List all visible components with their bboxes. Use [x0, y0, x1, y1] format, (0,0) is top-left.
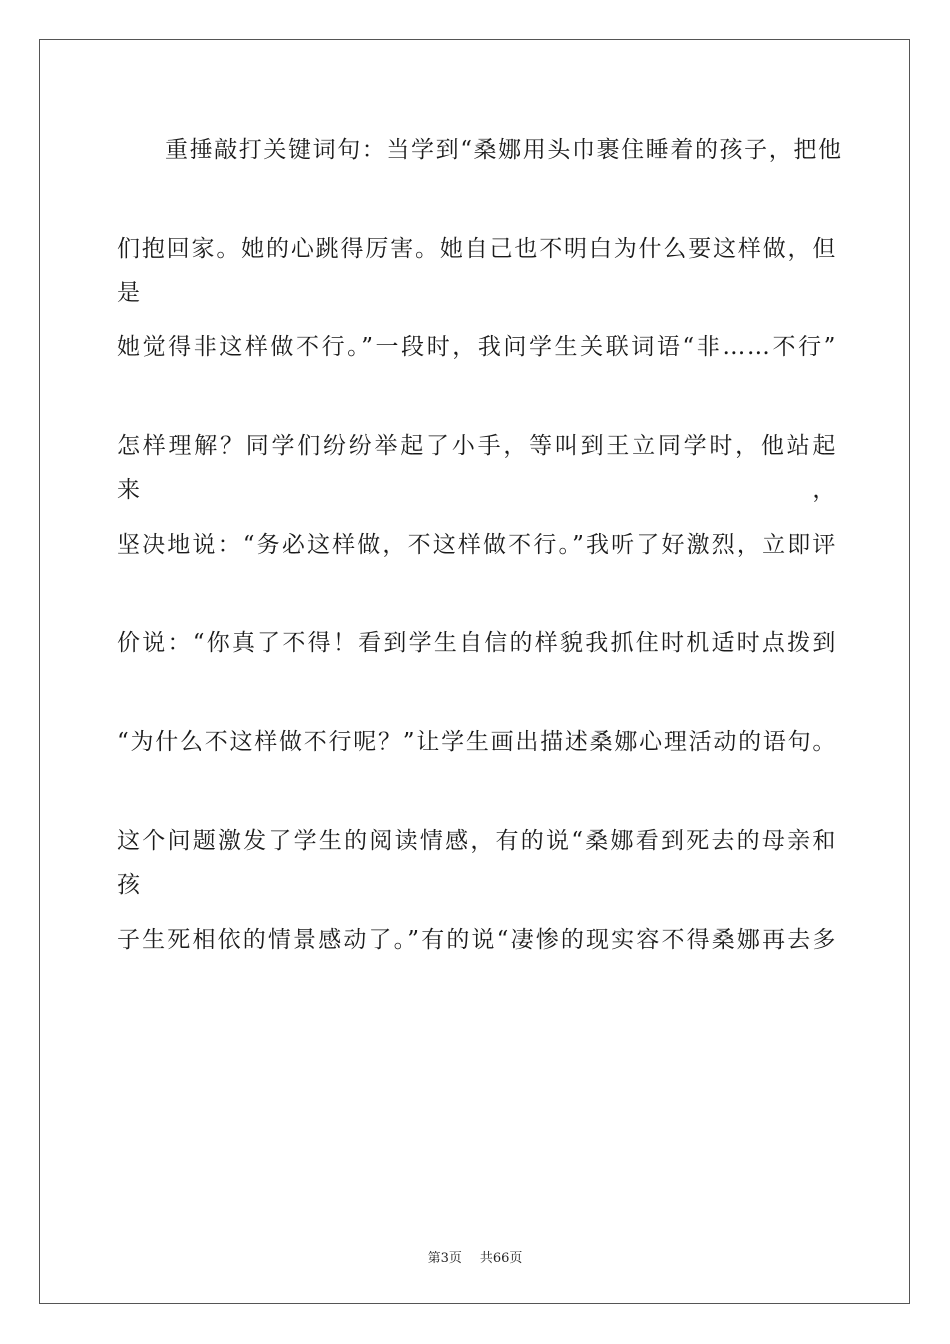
- text-line: 子生死相依的情景感动了。”有的说“凄惨的现实容不得桑娜再去多: [117, 926, 837, 953]
- text-line: 价说：“你真了不得！看到学生自信的样貌我抓住时机适时点拨到: [117, 630, 837, 657]
- text-line: 怎样理解？同学们纷纷举起了小手，等叫到王立同学时，他站起来，: [117, 433, 837, 504]
- text-line: 坚决地说：“务必这样做，不这样做不行。”我听了好激烈，立即评: [117, 531, 837, 558]
- page-total: 共66页: [479, 1251, 523, 1266]
- document-body: [117, 128, 843, 1016]
- page-footer: [0, 1247, 950, 1266]
- page-number: 第3页: [427, 1251, 462, 1266]
- text-line: 重捶敲打关键词句：当学到“桑娜用头巾裹住睡着的孩子，把他: [165, 137, 843, 163]
- text-line: 这个问题激发了学生的阅读情感，有的说“桑娜看到死去的母亲和孩: [117, 827, 837, 898]
- text-line: 们抱回家。她的心跳得厉害。她自己也不明白为什么要这样做，但是: [117, 235, 837, 306]
- text-line: “为什么不这样做不行呢？”让学生画出描述桑娜心理活动的语句。: [117, 729, 837, 756]
- text-line: 她觉得非这样做不行。”一段时，我问学生关联词语“非……不行”: [117, 334, 837, 361]
